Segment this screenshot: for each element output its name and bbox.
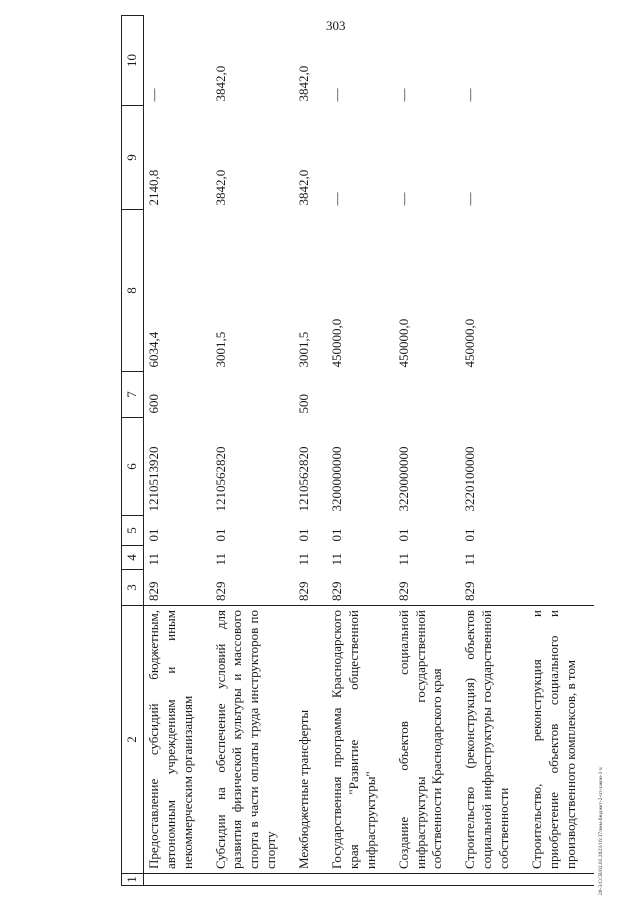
amount-col-9: 3842,0 [296, 169, 312, 206]
row-name: Создание объектов социальной инфраструктуры государственной собственности Краснодарского края [394, 606, 461, 874]
section-code: 11 [395, 552, 411, 566]
header-col-4: 4 [122, 546, 144, 570]
amount-col-9: 3842,0 [212, 169, 228, 206]
ministry-code: 829 [145, 581, 161, 601]
row-name: Субсидии на обеспечение условий для развития физической культуры и массового спорта в части оплаты труда инструкторов по спорту [211, 606, 295, 874]
section-code: 11 [145, 552, 161, 566]
amount-col-10: — [395, 88, 411, 102]
row-number-cell [211, 874, 295, 886]
amount-col-9: — [329, 192, 345, 206]
amount-col-9: 2140,8 [145, 169, 161, 206]
subsection-code: 01 [212, 528, 228, 542]
section-code: 11 [329, 552, 345, 566]
amount-col-9: — [395, 192, 411, 206]
header-col-3: 3 [122, 570, 144, 606]
row-name: Межбюджетные трансферты [294, 606, 327, 874]
table-row [211, 16, 295, 886]
expense-type-code [460, 372, 527, 418]
target-article-code: 3200000000 [329, 446, 345, 512]
table-row [294, 16, 327, 886]
expense-type-code: 500 [296, 394, 312, 414]
target-article-code: 1210562820 [212, 446, 228, 512]
ministry-code: 829 [296, 581, 312, 601]
ministry-code: 829 [462, 581, 478, 601]
header-col-6: 6 [122, 418, 144, 516]
row-name: Предоставление субсидий бюджетным, автономным учреждениям и иным некоммерческим организациям [143, 606, 210, 874]
header-col-9: 9 [122, 106, 144, 210]
amount-col-9: — [462, 192, 478, 206]
section-code: 11 [462, 552, 478, 566]
footer-file-code: 20-3/ССВ/02.03.2023/16:37/кем-бюджет-2-чт-закон-3 ч [598, 767, 604, 895]
ministry-code: 829 [212, 581, 228, 601]
target-article-code [527, 418, 594, 516]
subsection-code: 01 [296, 528, 312, 542]
page-number: 303 [326, 18, 346, 33]
subsection-code: 01 [395, 528, 411, 542]
section-code: 11 [212, 552, 228, 566]
amount-col-10: 3842,0 [212, 65, 228, 102]
amount-col-8: 450000,0 [462, 318, 478, 368]
amount-col-8 [527, 210, 594, 372]
subsection-code: 01 [329, 528, 345, 542]
subsection-code: 01 [145, 528, 161, 542]
header-col-1: 1 [122, 874, 144, 886]
ministry-code [527, 570, 594, 606]
subsection-code [527, 516, 594, 546]
amount-col-8: 450000,0 [395, 318, 411, 368]
amount-col-10 [527, 16, 594, 106]
ministry-code: 829 [329, 581, 345, 601]
amount-col-8: 3001,5 [296, 331, 312, 368]
table-row [460, 16, 527, 886]
section-code: 11 [296, 552, 312, 566]
target-article-code: 1210562820 [296, 446, 312, 512]
subsection-code: 01 [462, 528, 478, 542]
section-code [527, 546, 594, 570]
amount-col-10: — [145, 88, 161, 102]
amount-col-10: — [462, 88, 478, 102]
amount-col-8: 6034,4 [145, 331, 161, 368]
row-number-cell [143, 874, 210, 886]
header-col-8: 8 [122, 210, 144, 372]
amount-col-10: — [329, 88, 345, 102]
expense-type-code: 600 [145, 394, 161, 414]
row-number-cell [527, 874, 594, 886]
row-number-cell [294, 874, 327, 886]
table-header [122, 16, 144, 886]
target-article-code: 3220000000 [395, 446, 411, 512]
budget-table [121, 16, 607, 886]
row-name: Строительство (реконструкция) объектов социальной инфраструктуры государственной собственности [460, 606, 527, 874]
table-row [527, 16, 594, 886]
amount-col-8: 3001,5 [212, 331, 228, 368]
expense-type-code [394, 372, 461, 418]
ministry-code: 829 [395, 581, 411, 601]
row-number-cell [327, 874, 394, 886]
amount-col-8: 450000,0 [329, 318, 345, 368]
target-article-code: 1210513920 [145, 446, 161, 512]
header-col-2: 2 [122, 606, 144, 874]
expense-type-code [327, 372, 394, 418]
row-number-cell [460, 874, 527, 886]
table-row [394, 16, 461, 886]
target-article-code: 3220100000 [462, 446, 478, 512]
row-name: Государственная программа Краснодарского края "Развитие общественной инфраструктуры" [327, 606, 394, 874]
table-row [327, 16, 394, 886]
row-name: Строительство, реконструкция и приобретение объектов социального и производственного комплексов, в том [527, 606, 594, 874]
header-col-7: 7 [122, 372, 144, 418]
header-col-10: 10 [122, 16, 144, 106]
row-number-cell [394, 874, 461, 886]
table-row [143, 16, 210, 886]
expense-type-code [211, 372, 295, 418]
expense-type-code [527, 372, 594, 418]
header-col-5: 5 [122, 516, 144, 546]
amount-col-10: 3842,0 [296, 65, 312, 102]
amount-col-9 [527, 106, 594, 210]
